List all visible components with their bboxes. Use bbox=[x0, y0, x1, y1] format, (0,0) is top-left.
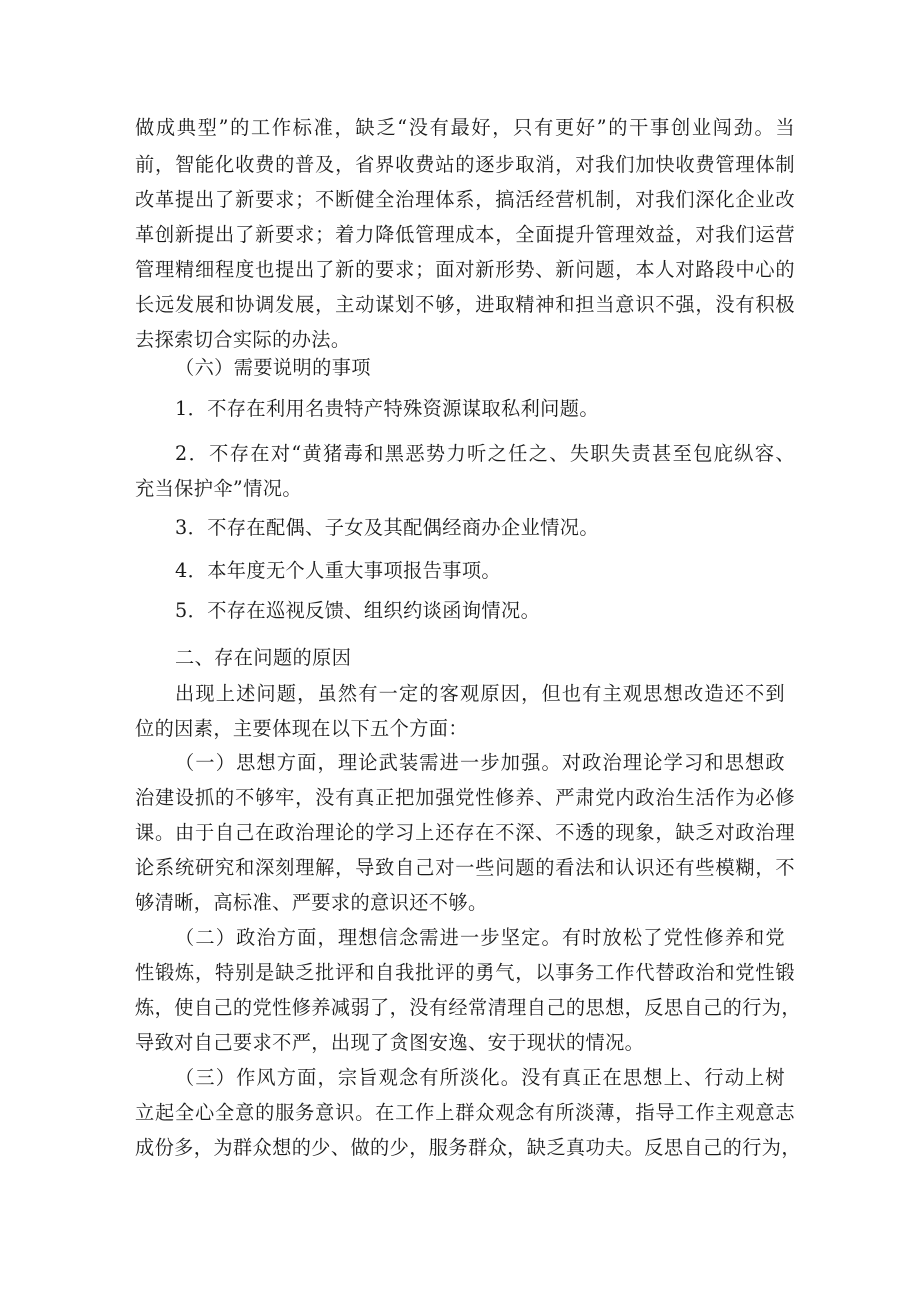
paragraph-line: 治建设抓的不够牢，没有真正把加强党性修养、严肃党内政治生活作为必修 bbox=[135, 786, 795, 809]
paragraph-line: 立起全心全意的服务意识。在工作上群众观念有所淡薄，指导工作主观意志 bbox=[135, 1101, 795, 1124]
list-item: 3．不存在配偶、子女及其配偶经商办企业情况。 bbox=[175, 516, 599, 539]
paragraph-line: 出现上述问题，虽然有一定的客观原因，但也有主观思想改造还不到 bbox=[175, 682, 785, 705]
paragraph-line: 性锻炼，特别是缺乏批评和自我批评的勇气，以事务工作代替政治和党性锻 bbox=[135, 961, 795, 984]
paragraph-line: （三）作风方面，宗旨观念有所淡化。没有真正在思想上、行动上树 bbox=[175, 1066, 785, 1089]
section-heading: 二、存在问题的原因 bbox=[175, 646, 352, 669]
paragraph-line: 够清晰，高标准、严要求的意识还不够。 bbox=[135, 891, 488, 914]
paragraph-line: 前，智能化收费的普及，省界收费站的逐步取消，对我们加快收费管理体制 bbox=[135, 153, 795, 176]
paragraph-line: 长远发展和协调发展，主动谋划不够，进取精神和担当意识不强，没有积极 bbox=[135, 293, 795, 316]
list-item: 4．本年度无个人重大事项报告事项。 bbox=[175, 559, 502, 582]
paragraph-line: 导致对自己要求不严，出现了贪图安逸、安于现状的情况。 bbox=[135, 1031, 645, 1054]
paragraph-line: 课。由于自己在政治理论的学习上还存在不深、不透的现象，缺乏对政治理 bbox=[135, 821, 795, 844]
paragraph-line: 做成典型”的工作标准，缺乏“没有最好，只有更好”的干事创业闯劲。当 bbox=[135, 116, 795, 139]
section-heading: （六）需要说明的事项 bbox=[175, 356, 371, 379]
paragraph-line: 论系统研究和深刻理解，导致自己对一些问题的看法和认识还有些模糊，不 bbox=[135, 856, 795, 879]
paragraph-line: （一）思想方面，理论武装需进一步加强。对政治理论学习和思想政 bbox=[175, 751, 785, 774]
paragraph-line: 位的因素，主要体现在以下五个方面： bbox=[135, 717, 468, 740]
paragraph-line: （二）政治方面，理想信念需进一步坚定。有时放松了党性修养和党 bbox=[175, 926, 785, 949]
paragraph-line: 去探索切合实际的办法。 bbox=[135, 328, 351, 351]
list-item: 5．不存在巡视反馈、组织约谈函询情况。 bbox=[175, 599, 541, 622]
paragraph-line: 改革提出了新要求；不断健全治理体系，搞活经营机制，对我们深化企业改 bbox=[135, 188, 795, 211]
paragraph-line: 成份多，为群众想的少、做的少，服务群众，缺乏真功夫。反思自己的行为， bbox=[135, 1136, 801, 1159]
paragraph-line: 革创新提出了新要求；着力降低管理成本，全面提升管理效益，对我们运营 bbox=[135, 223, 795, 246]
paragraph-line: 管理精细程度也提出了新的要求；面对新形势、新问题，本人对路段中心的 bbox=[135, 258, 795, 281]
paragraph-line: 炼，使自己的党性修养减弱了，没有经常清理自己的思想，反思自己的行为， bbox=[135, 996, 801, 1019]
list-item: 2．不存在对“黄猪毒和黑恶势力听之任之、失职失责甚至包庇纵容、 bbox=[175, 442, 795, 465]
list-item: 1．不存在利用名贵特产特殊资源谋取私利问题。 bbox=[175, 397, 599, 420]
list-item-continuation: 充当保护伞”情况。 bbox=[135, 477, 302, 500]
